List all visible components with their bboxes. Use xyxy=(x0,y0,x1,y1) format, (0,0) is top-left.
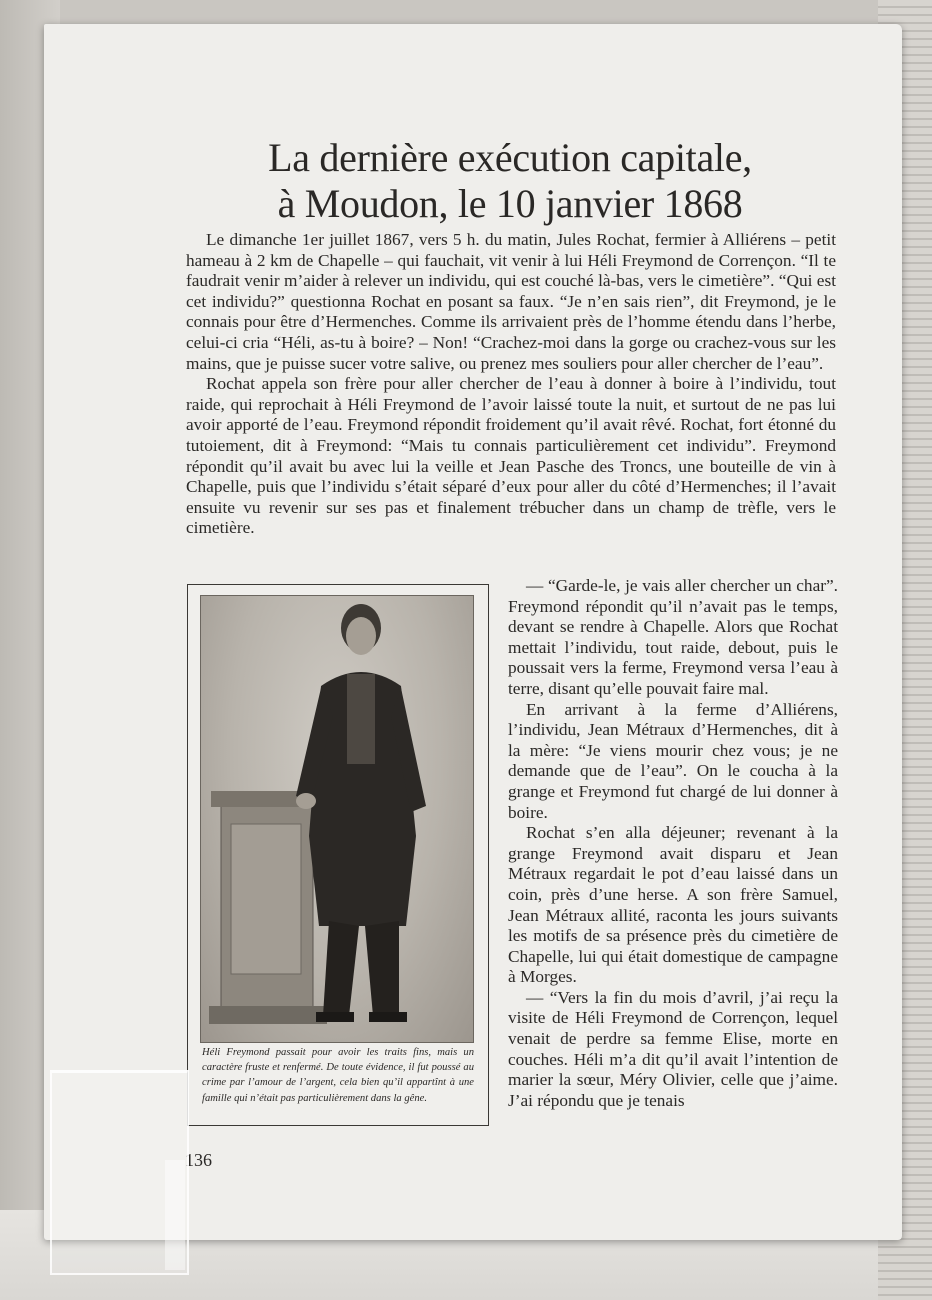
column-paragraph-3: Rochat s’en alla déjeuner; revenant à la grange Freymond avait disparu et Jean Métraux regardait le pot d’eau laissé dans un coin, près d’une herse. A son frère Samuel, Jean Métraux allité, raconta les jours suivants les motifs de sa présence près du cimetière de Chapelle, lui qui était domestique de campagne à Morges. xyxy=(508,823,838,987)
column-paragraph-1: — “Garde-le, je vais aller chercher un char”. Freymond répondit qu’il n’avait pas le temps, devant se rendre à Chapelle. Alors que Rochat mettait l’individu, tout raide, debout, puis le poussait vers la ferme, Freymond versa l’eau à terre, disant qu’elle pouvait faire mal. xyxy=(508,576,838,698)
photo-caption: Héli Freymond passait pour avoir les traits fins, mais un caractère fruste et renfermé. De toute évidence, il fut poussé au crime par l’amour de l’argent, cela bien qu’il appartînt à une famille qui n’était pas particulièrement dans la gêne. xyxy=(202,1047,474,1104)
intro-paragraph-2: Rochat appela son frère pour aller chercher de l’eau à donner à boire à l’individu, tout raide, qui reprochait à Héli Freymond de l’avoir laissé toute la nuit, et surtout de ne pas lui avoir apporté de l’eau. Freymond répondit froidement qu’il avait rêvé. Rochat, fort étonné du tutoiement, dit à Freymond: “Mais tu connais particulièrement cet individu”. Freymond répondit qu’il avait bu avec lui la veille et Jean Pasche des Troncs, une bouteille de vin à Chapelle, puis que l’individu s’était séparé d’eux pour aller du côté d’Hermenches; il l’avait ensuite vu revenir sur ses pas et finalement trébucher dans un champ de trèfle, vers le cimetière. xyxy=(186,374,836,538)
intro-text xyxy=(186,230,836,539)
title-line-1: La dernière exécution capitale, xyxy=(268,135,752,180)
acrylic-stand-edge xyxy=(165,1160,185,1270)
title-line-2: à Moudon, le 10 janvier 1868 xyxy=(277,181,743,226)
article-title xyxy=(190,135,830,227)
right-column-text xyxy=(508,576,838,1111)
intro-paragraph-1: Le dimanche 1er juillet 1867, vers 5 h. du matin, Jules Rochat, fermier à Alliérens – petit hameau à 2 km de Chapelle – qui fauchait, vit venir à lui Héli Freymond de Corrençon. “Il te faudrait venir m’aider à relever un individu, qui est couché là-bas, vers le cimetière”. “Qui est cet individu?” questionna Rochat en posant sa faux. “Je n’en sais rien”, dit Freymond, je le connais pour être d’Hermenches. Comme ils arrivaient près de l’homme étendu dans l’herbe, celui-ci cria “Héli, as-tu à boire? – Non! “Crachez-moi dans la gorge ou crachez-vous sur les mains, que je puisse sucer votre salive, ou prenez mes souliers pour aller chercher de l’eau”. xyxy=(186,230,836,373)
column-paragraph-2: En arrivant à la ferme d’Alliérens, l’individu, Jean Métraux d’Hermenches, dit à la mère: “Je viens mourir chez vous; je ne demande que de l’eau”. On le coucha à la grange et Freymond fut chargé de lui donner à boire. xyxy=(508,699,838,822)
portrait-illustration xyxy=(201,596,473,1042)
portrait-figure xyxy=(187,584,489,1126)
portrait-photo xyxy=(200,595,474,1043)
page-number: 136 xyxy=(185,1150,212,1170)
column-paragraph-4: — “Vers la fin du mois d’avril, j’ai reçu la visite de Héli Freymond de Corrençon, lequel venait de perdre sa femme Elise, morte en couches. Héli m’a dit qu’il avait l’intention de marier la sœur, Méry Olivier, celle que j’aime. J’ai répondu que je tenais xyxy=(508,987,838,1110)
